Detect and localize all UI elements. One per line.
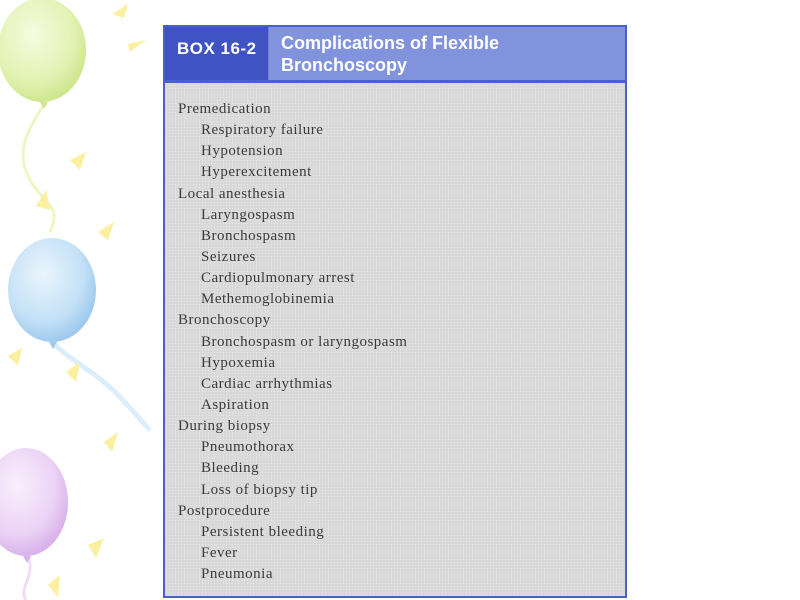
list-item: Bleeding [201,460,260,477]
confetti-ray [48,575,60,597]
section-heading: Premedication [178,101,272,117]
section-heading: During biopsy [178,418,271,435]
section-heading: Local anesthesia [178,185,286,202]
confetti-ray [8,348,22,366]
box-label: BOX 16-2 [177,38,257,58]
confetti-ray [112,4,128,18]
purple-balloon [0,448,68,556]
list-item: Laryngospasm [201,206,296,223]
confetti-ray [70,152,86,170]
confetti-ray [98,222,114,240]
box-label-block [165,27,268,80]
green-balloon [0,0,86,102]
box-header [165,27,625,83]
list-item: Hyperexcitement [201,164,312,181]
list-item: Methemoglobinemia [201,291,335,308]
confetti-ray [66,362,80,382]
balloon-decoration [0,0,160,600]
list-item: Pneumothorax [201,439,295,456]
list-item: Cardiac arrhythmias [201,375,333,392]
section-heading: Bronchoscopy [178,312,271,329]
box-title: Complications of Flexible Bronchoscopy [281,33,500,75]
section-heading: Postprocedure [178,502,271,519]
confetti-ray [104,432,118,452]
list-item: Seizures [201,248,256,265]
box-title-block [268,27,625,80]
balloon-string [23,104,54,232]
list-item: Bronchospasm or laryngospasm [201,333,408,350]
complications-list [178,99,407,585]
list-item: Pneumonia [201,566,273,583]
blue-balloon [8,238,96,342]
list-item: Hypoxemia [201,354,276,371]
list-item: Bronchospasm [201,227,297,244]
list-item: Loss of biopsy tip [201,481,318,498]
list-item: Respiratory failure [201,122,324,139]
list-item: Aspiration [201,396,270,413]
complications-box [163,25,627,598]
balloon-string [54,344,150,430]
confetti-ray [88,538,104,558]
list-item: Persistent bleeding [201,523,325,540]
balloon-string [24,558,30,600]
list-item: Cardiopulmonary arrest [201,270,355,287]
list-item: Fever [201,544,238,561]
confetti-ray [128,40,146,52]
list-item: Hypotension [201,143,284,160]
